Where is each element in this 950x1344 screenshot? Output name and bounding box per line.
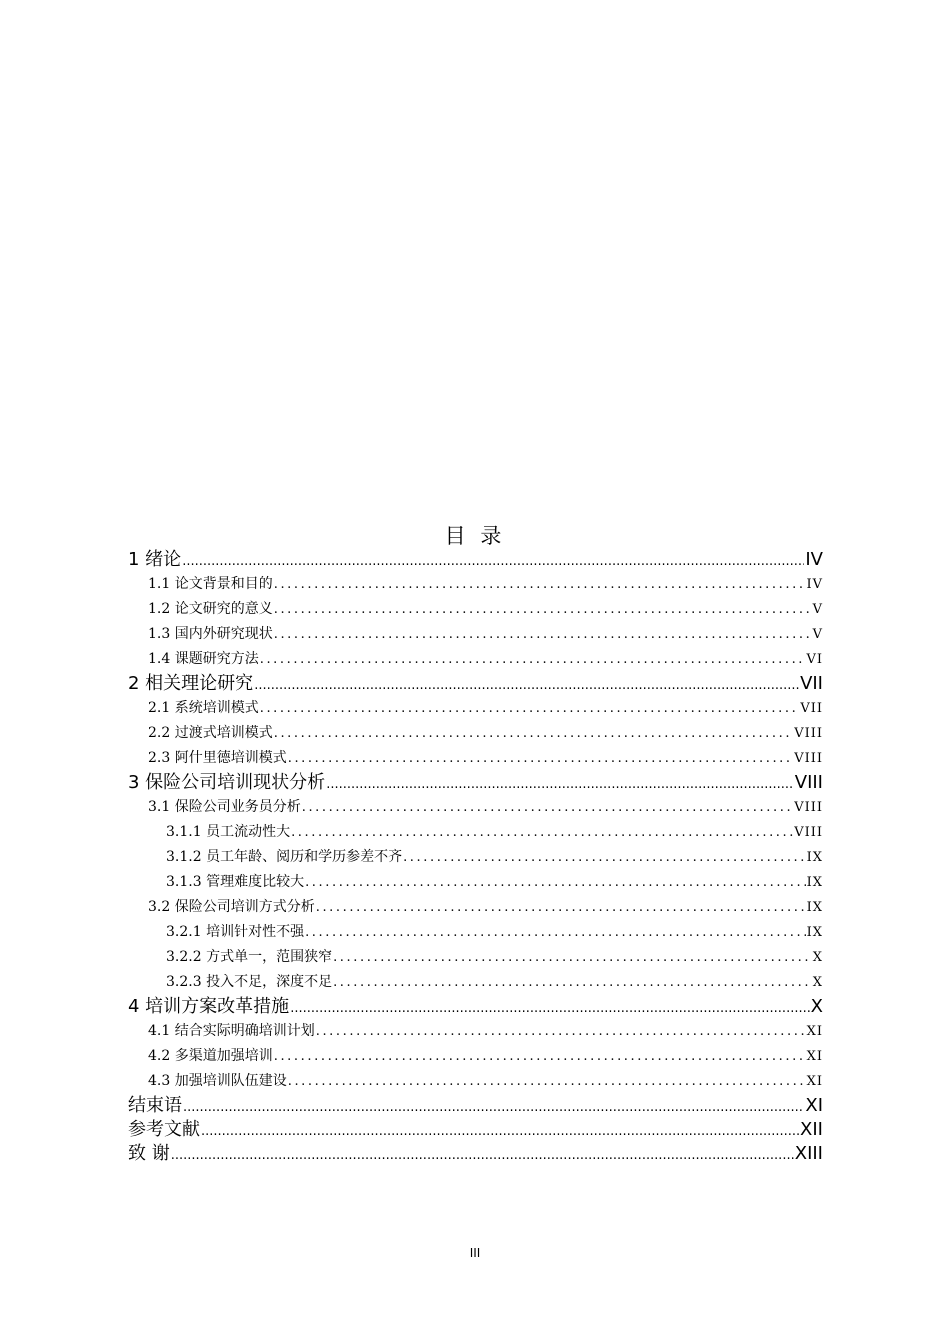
toc-entry-page: VII [800,701,823,717]
toc-entry-page: XIII [794,1143,823,1165]
toc-entry-page: VII [800,672,823,694]
toc-leader-dots [326,773,794,795]
toc-entry-level-2[interactable] [128,746,823,771]
toc-leader-dots [316,896,806,920]
toc-entry-label: 3.2.3 投入不足，深度不足 [166,973,333,990]
toc-entry-level-3[interactable] [128,970,823,995]
toc-entry-page: IV [805,549,823,570]
toc-entry-page: XI [806,1073,823,1089]
toc-leader-dots [333,946,812,970]
toc-leader-dots [302,796,793,820]
toc-entry-level-2[interactable] [128,795,823,820]
toc-leader-dots [316,1020,806,1044]
toc-entry-level-1[interactable] [128,995,823,1019]
toc-entry-label: 2.2 过渡式培训模式 [148,725,273,742]
toc-entry-label: 1.1 论文背景和目的 [148,576,273,593]
toc-entry-label: 参考文献 [128,1118,200,1140]
toc-entry-level-1[interactable] [128,771,823,795]
toc-entry-level-2[interactable] [128,895,823,920]
toc-entry-label: 致 谢 [128,1143,170,1165]
toc-entry-page: XII [800,1118,823,1140]
toc-entry-level-1[interactable] [128,672,823,696]
toc-entry-label: 3.1 保险公司业务员分析 [148,799,301,816]
toc-entry-level-3[interactable] [128,845,823,870]
toc-entry-page: XI [805,1094,823,1116]
toc-title: 目 录 [444,524,506,548]
toc-entry-level-2[interactable] [128,647,823,672]
toc-leader-dots [274,598,812,622]
toc-leader-dots [274,623,812,647]
toc-entry-level-2[interactable] [128,622,823,647]
toc-entry-page: VIII [794,751,823,767]
toc-entry-label: 3.2.1 培训针对性不强 [166,923,305,940]
toc-entry-label: 4.2 多渠道加强培训 [148,1047,273,1064]
toc-entry-page: VIII [794,726,823,742]
toc-entry-label: 2.3 阿什里德培训模式 [148,750,287,767]
toc-entry-label: 1.4 课题研究方法 [148,651,259,668]
toc-leader-dots [305,871,806,895]
toc-entry-label: 4.3 加强培训队伍建设 [148,1072,287,1089]
toc-leader-dots [288,747,793,771]
toc-entry-level-2[interactable] [128,696,823,721]
toc-entry-page: IX [806,924,823,940]
toc-entry-level-3[interactable] [128,945,823,970]
toc-entry-label: 3.1.3 管理难度比较大 [166,874,305,891]
table-of-contents [128,548,823,1167]
toc-leader-dots [274,722,793,746]
toc-entry-page: IX [806,899,823,915]
toc-entry-page: V [812,627,823,643]
toc-entry-label: 2 相关理论研究 [128,672,254,694]
toc-entry-level-1[interactable] [128,548,823,572]
toc-entry-label: 1 绪论 [128,549,182,570]
toc-entry-label: 1.3 国内外研究现状 [148,626,273,643]
toc-leader-dots [288,1070,806,1094]
toc-entry-level-2[interactable] [128,572,823,597]
toc-leader-dots [290,997,809,1019]
toc-entry-label: 1.2 论文研究的意义 [148,601,273,618]
toc-entry-level-1[interactable] [128,1094,823,1118]
toc-leader-dots [333,971,812,995]
toc-leader-dots [260,697,800,721]
toc-leader-dots [182,550,804,572]
toc-entry-label: 3.1.2 员工年龄、阅历和学历参差不齐 [166,849,403,866]
toc-entry-level-3[interactable] [128,870,823,895]
toc-leader-dots [183,1096,804,1118]
toc-entry-label: 3.2.2 方式单一，范围狭窄 [166,948,333,965]
toc-leader-dots [171,1144,794,1166]
toc-leader-dots [305,921,806,945]
toc-entry-page: X [810,995,823,1017]
toc-leader-dots [260,648,806,672]
toc-entry-page: X [812,949,823,965]
toc-entry-label: 3 保险公司培训现状分析 [128,772,326,794]
toc-entry-level-2[interactable] [128,597,823,622]
toc-entry-level-2[interactable] [128,1044,823,1069]
toc-entry-page: VIII [794,800,823,816]
toc-entry-label: 2.1 系统培训模式 [148,700,259,717]
toc-entry-level-3[interactable] [128,920,823,945]
toc-entry-label: 4.1 结合实际明确培训计划 [148,1022,315,1039]
toc-leader-dots [254,674,799,696]
toc-leader-dots [201,1120,799,1142]
toc-leader-dots [274,573,806,597]
toc-entry-label: 3.2 保险公司培训方式分析 [148,898,315,915]
toc-entry-level-2[interactable] [128,1019,823,1044]
toc-entry-page: XI [806,1048,823,1064]
toc-leader-dots [403,846,806,870]
page-number: III [469,1246,481,1260]
toc-leader-dots [274,1045,806,1069]
toc-entry-page: V [812,602,823,618]
toc-entry-page: VIII [794,825,823,841]
toc-entry-page: IV [806,577,823,593]
toc-leader-dots [291,821,793,845]
toc-entry-page: IX [806,875,823,891]
toc-entry-label: 3.1.1 员工流动性大 [166,824,291,841]
toc-entry-level-1[interactable] [128,1118,823,1142]
toc-entry-level-3[interactable] [128,820,823,845]
toc-entry-level-1[interactable] [128,1142,823,1166]
toc-entry-level-2[interactable] [128,1069,823,1094]
toc-entry-page: VIII [794,772,823,794]
toc-entry-label: 4 培训方案改革措施 [128,995,290,1017]
toc-entry-page: X [812,974,823,990]
toc-entry-level-2[interactable] [128,721,823,746]
toc-entry-label: 结束语 [128,1094,182,1116]
toc-entry-page: XI [806,1023,823,1039]
toc-entry-page: VI [806,652,823,668]
toc-entry-page: IX [806,850,823,866]
